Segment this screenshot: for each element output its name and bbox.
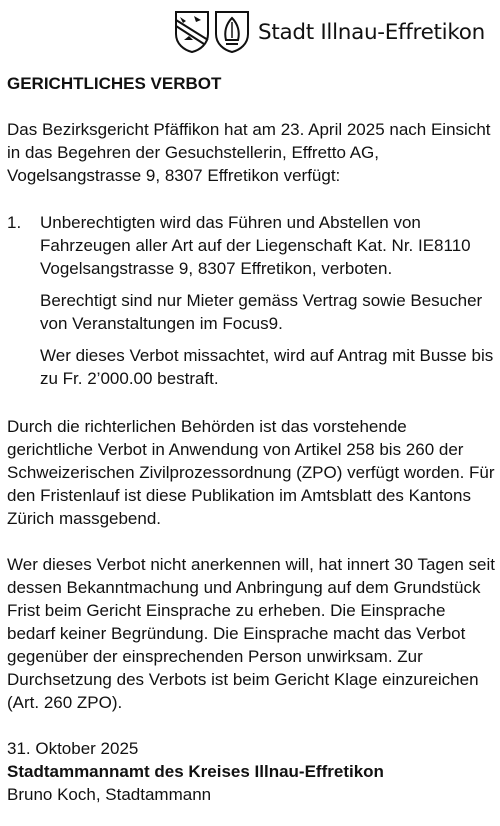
coat-of-arms-effretikon-icon: [214, 10, 250, 54]
item-paragraph: Wer dieses Verbot missachtet, wird auf Antrag mit Busse bis zu Fr. 2’000.00 bestraft.: [40, 346, 494, 388]
item-paragraph: Berechtigt sind nur Mieter gemäss Vertrag sowie Besucher von Veranstaltungen im Focus9.: [40, 291, 483, 333]
objection-paragraph: Wer dieses Verbot nicht anerkennen will, hat innert 30 Tagen seit dessen Bekanntmachung und Anbringung auf dem Grundstück Frist beim Gericht Einsprache zu erheben. Die Einsprache bedarf keiner Begründung. Die Einsprache macht das Verbot gegenüber der einsprechenden Person unwirksam. Zur Durchsetzung des Verbots ist beim Gericht Klage einzureichen (Art. 260 ZPO).: [7, 555, 495, 712]
notice-title: GERICHTLICHES VERBOT: [7, 74, 222, 93]
signer-organization: Stadtammannamt des Kreises Illnau-Effretikon: [7, 762, 384, 781]
org-name: Stadt Illnau-Effretikon: [258, 19, 485, 45]
legal-basis-paragraph: Durch die richterlichen Behörden ist das vorstehende gerichtliche Verbot in Anwendung von Artikel 258 bis 260 der Schweizerischen Zivilprozessordnung (ZPO) verfügt worden. Für den Fristenlauf ist diese Publikation im Amtsblatt des Kantons Zürich massgebend.: [7, 417, 495, 528]
coat-of-arms-illnau-icon: [174, 10, 210, 54]
header: [174, 10, 485, 54]
numbered-item: [7, 211, 495, 390]
item-paragraph: Unberechtigten wird das Führen und Abstellen von Fahrzeugen aller Art auf der Liegenschaft Kat. Nr. IE8110 Vogelsangstrasse 9, 8307 Effretikon, verboten.: [40, 213, 471, 278]
item-body: [40, 211, 495, 390]
notice-date: 31. Oktober 2025: [7, 739, 139, 758]
notice: [7, 72, 495, 806]
notice-intro: Das Bezirksgericht Pfäffikon hat am 23. April 2025 nach Einsicht in das Begehren der Gesuchstellerin, Effretto AG, Vogelsangstrasse 9, 8307 Effretikon verfügt:: [7, 120, 491, 185]
signer-name: Bruno Koch, Stadtammann: [7, 785, 212, 804]
item-number: 1.: [7, 213, 22, 232]
